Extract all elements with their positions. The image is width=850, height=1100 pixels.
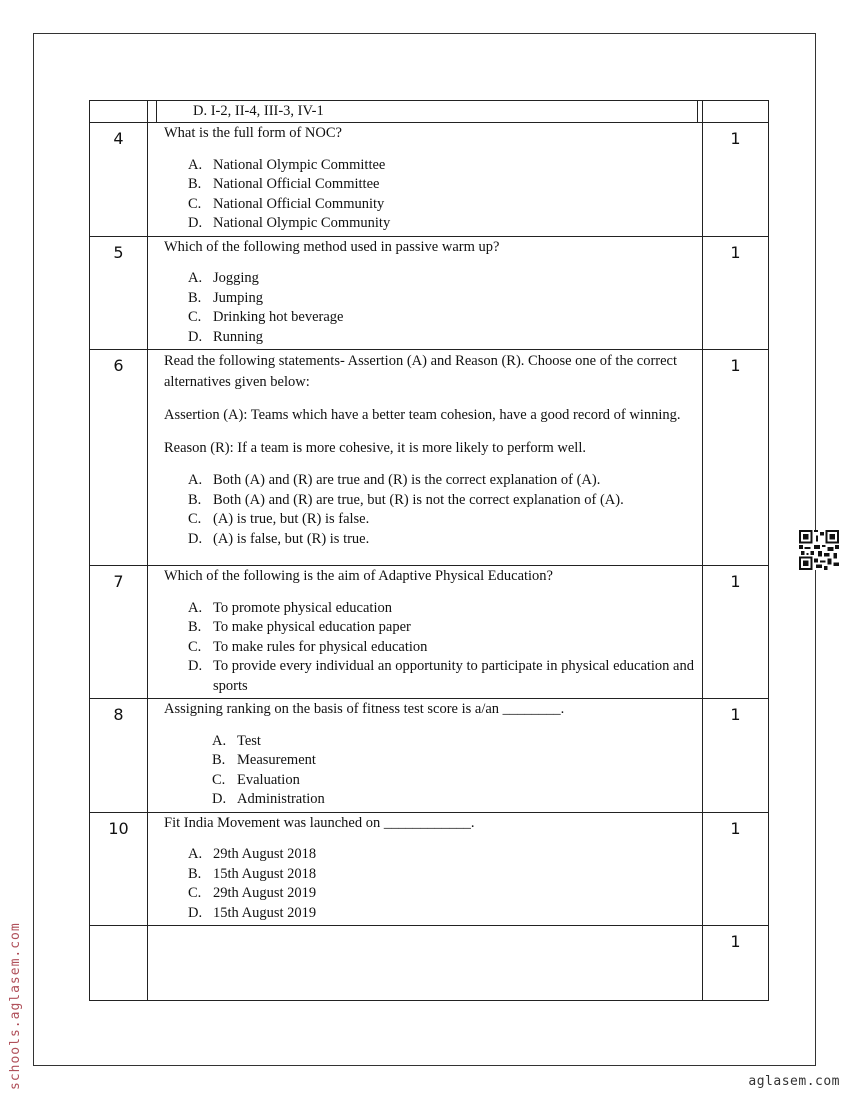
question-cell — [148, 699, 703, 813]
option-item: D. Running — [188, 328, 263, 345]
option-item: A. Test — [212, 732, 261, 749]
side-watermark: schools.aglasem.com — [8, 922, 23, 1090]
question-row — [90, 812, 769, 926]
question-number: 6 — [90, 350, 148, 566]
option-item: A. Both (A) and (R) are true and (R) is the correct explanation of (A). — [188, 472, 601, 488]
option-item: C. 29th August 2019 — [188, 885, 317, 901]
option-item: C. To make rules for physical education — [188, 638, 428, 655]
question-text: Fit India Movement was launched on ____________. — [164, 814, 475, 831]
question-cell — [148, 236, 703, 350]
question-cell — [148, 123, 703, 237]
question-number: 5 — [90, 236, 148, 350]
marks-value: 1 — [703, 350, 769, 566]
option-item: B. Measurement — [212, 752, 316, 768]
number-cell — [90, 101, 148, 123]
option-item: B. To make physical education paper — [188, 619, 411, 635]
option-list — [188, 269, 694, 347]
marks-value: 1 — [703, 566, 769, 699]
question-text: Which of the following method used in passive warm up? — [164, 238, 500, 255]
marks-value: 1 — [703, 812, 769, 926]
option-item: C. (A) is true, but (R) is false. — [188, 511, 370, 527]
option-item: B. Jumping — [188, 289, 263, 306]
option-item: D. (A) is false, but (R) is true. — [188, 530, 370, 547]
question-row — [90, 699, 769, 813]
option-item: A. National Olympic Committee — [188, 156, 386, 173]
option-list — [188, 845, 694, 923]
option-item: D. Administration — [212, 791, 325, 807]
question-row — [90, 123, 769, 237]
marks-value: 1 — [703, 926, 769, 1001]
marks-cell — [703, 101, 769, 123]
question-row — [90, 350, 769, 566]
option-item: C. Drinking hot beverage — [188, 309, 344, 325]
bottom-watermark: aglasem.com — [748, 1074, 840, 1089]
option-item: C. Evaluation — [212, 771, 300, 788]
option-list — [212, 732, 694, 810]
option-item: A. Jogging — [188, 270, 259, 286]
question-table — [89, 100, 769, 1001]
option-item: C. National Official Community — [188, 195, 385, 212]
question-text: What is the full form of NOC? — [164, 125, 342, 141]
question-text: Which of the following is the aim of Adaptive Physical Education? — [164, 568, 553, 584]
question-cell — [148, 812, 703, 926]
question-row — [90, 566, 769, 699]
continued-option: D. I-2, II-4, III-3, IV-1 — [156, 101, 698, 122]
question-number: 7 — [90, 566, 148, 699]
marks-value: 1 — [703, 699, 769, 813]
question-number: 4 — [90, 123, 148, 237]
question-cell — [148, 566, 703, 699]
question-row-empty — [90, 926, 769, 1001]
option-item: B. 15th August 2018 — [188, 865, 317, 882]
question-text: Assigning ranking on the basis of fitness test score is a/an ________. — [164, 701, 565, 717]
question-text: Read the following statements- Assertion (A) and Reason (R). Choose one of the correct alternatives given below: — [164, 353, 678, 390]
option-list — [188, 156, 694, 234]
question-cell — [148, 350, 703, 566]
option-item: A. To promote physical education — [188, 599, 392, 616]
question-number: 8 — [90, 699, 148, 813]
option-list — [188, 599, 694, 697]
option-item: D. 15th August 2019 — [188, 904, 317, 921]
option-item: A. 29th August 2018 — [188, 846, 317, 862]
qr-code-icon — [799, 530, 839, 570]
option-item: D. To provide every individual an opportunity to participate in physical education and sports — [188, 658, 694, 694]
table-row-continued — [90, 101, 769, 123]
question-number — [90, 926, 148, 1001]
reason-text: Reason (R): If a team is more cohesive, it is more likely to perform well. — [164, 440, 586, 456]
marks-value: 1 — [703, 123, 769, 237]
question-number: 10 — [90, 812, 148, 926]
option-item: B. Both (A) and (R) are true, but (R) is not the correct explanation of (A). — [188, 491, 624, 508]
assertion-text: Assertion (A): Teams which have a better team cohesion, have a good record of winning. — [164, 407, 681, 423]
marks-value: 1 — [703, 236, 769, 350]
question-cell — [148, 101, 703, 123]
question-row — [90, 236, 769, 350]
option-item: D. National Olympic Community — [188, 215, 391, 231]
option-list — [188, 471, 694, 549]
question-cell — [148, 926, 703, 1001]
option-item: B. National Official Committee — [188, 176, 380, 192]
